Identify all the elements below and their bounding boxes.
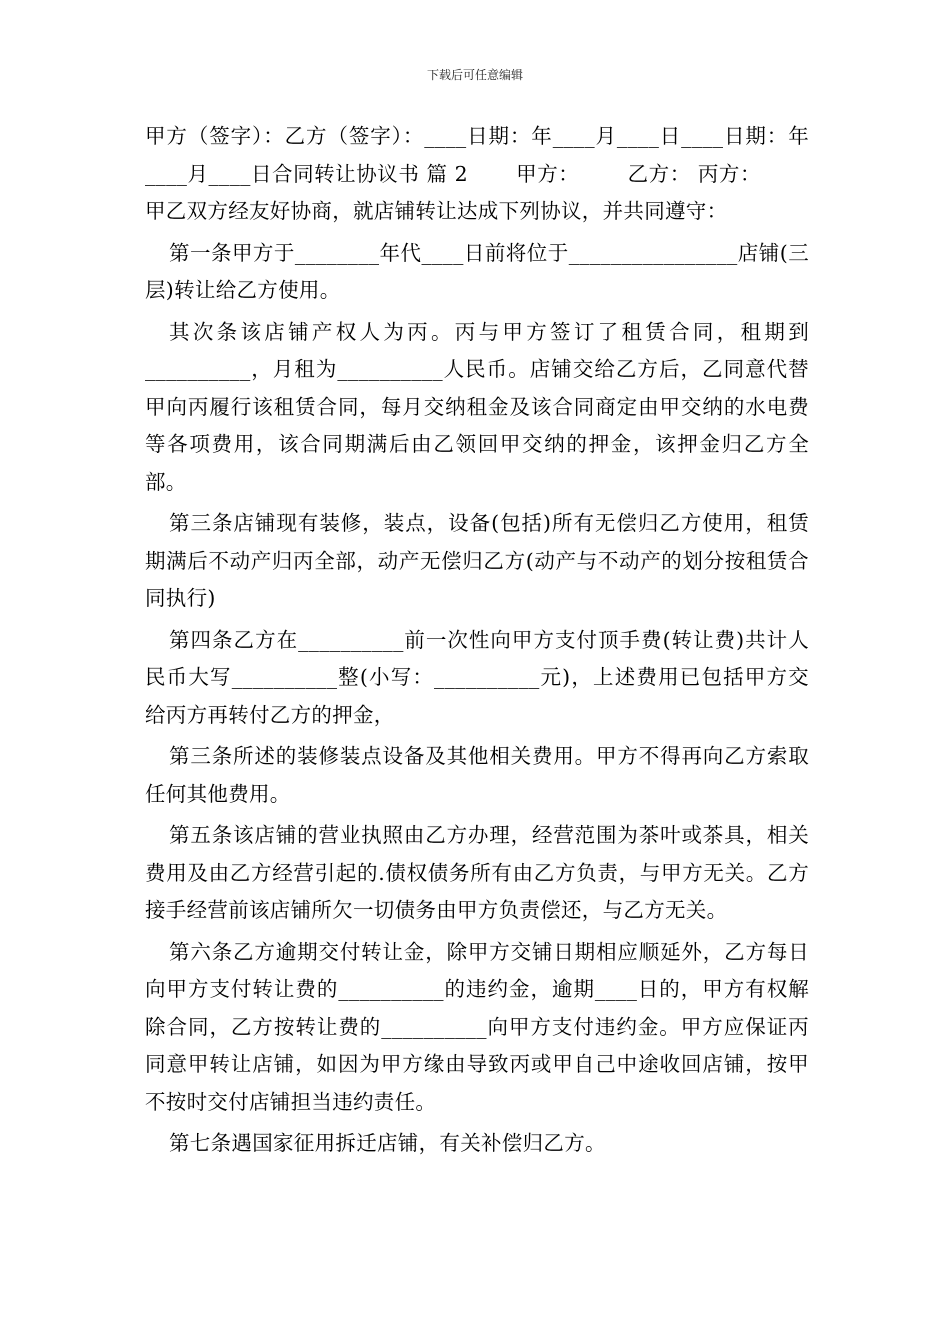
party-a-label: 甲方： bbox=[515, 161, 580, 186]
party-c-label: 丙方： bbox=[697, 161, 762, 186]
party-b-label: 乙方： bbox=[627, 161, 691, 186]
article-1: 第一条甲方于________年代____日前将位于________________店铺(三层)转让给乙方使用。 bbox=[145, 240, 809, 302]
article-3: 第三条店铺现有装修，装点，设备(包括)所有无偿归乙方使用，租赁期满后不动产归丙全部，动产无偿归乙方(动产与不动产的划分按租赁合同执行) bbox=[145, 511, 809, 610]
document-body bbox=[145, 118, 809, 1167]
signature-line-text: 甲方（签字）：乙方（签字）：____日期：年____月____日____日期：年____月____日合同转让协议书 篇 2 bbox=[145, 124, 809, 186]
article-6: 第六条乙方逾期交付转让金，除甲方交铺日期相应顺延外，乙方每日向甲方支付转让费的__________的违约金，逾期____日的，甲方有权解除合同，乙方按转让费的__________向甲方支付违约金。甲方应保证丙同意甲转让店铺，如因为甲方缘由导致丙或甲自己中途收回店铺，按甲不按时交付店铺担当违约责任。 bbox=[145, 939, 809, 1114]
page-header: 下载后可任意编辑 bbox=[426, 68, 523, 82]
preamble-text: 甲乙双方经友好协商，就店铺转让达成下列协议，并共同遵守： bbox=[145, 199, 728, 223]
article-4-continued: 第三条所述的装修装点设备及其他相关费用。甲方不得再向乙方索取任何其他费用。 bbox=[145, 744, 809, 806]
article-2: 其次条该店铺产权人为丙。丙与甲方签订了租赁合同，租期到__________，月租为__________人民币。店铺交给乙方后，乙同意代替甲向丙履行该租赁合同，每月交纳租金及该合同商定由甲交纳的水电费等各项费用，该合同期满后由乙领回甲交纳的押金，该押金归乙方全部。 bbox=[145, 319, 809, 494]
article-4: 第四条乙方在__________前一次性向甲方支付顶手费(转让费)共计人民币大写__________整(小写：__________元)，上述费用已包括甲方交给丙方再转付乙方的押金， bbox=[145, 627, 809, 727]
article-5: 第五条该店铺的营业执照由乙方办理，经营范围为茶叶或茶具，相关费用及由乙方经营引起的.债权债务所有由乙方负责，与甲方无关。乙方接手经营前该店铺所欠一切债务由甲方负责偿还，与乙方无关。 bbox=[145, 823, 809, 922]
article-7: 第七条遇国家征用拆迁店铺，有关补偿归乙方。 bbox=[169, 1131, 606, 1155]
paragraph-signature-and-title bbox=[145, 118, 809, 231]
